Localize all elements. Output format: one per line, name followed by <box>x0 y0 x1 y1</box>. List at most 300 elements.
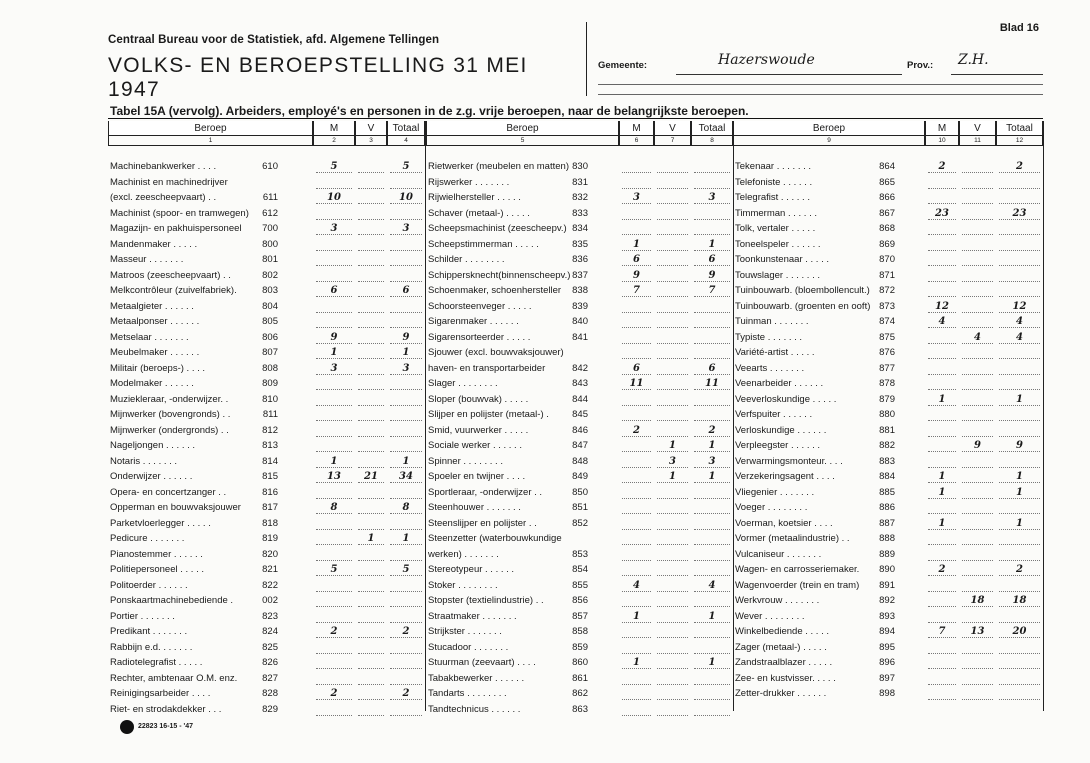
cell-totaal <box>694 642 730 654</box>
gemeente-value: Hazerswoude <box>718 52 815 68</box>
occupation-label: Parketvloerlegger . . . . . <box>110 517 211 529</box>
cell-totaal: 8 <box>390 502 422 514</box>
occupation-label: Wagen- en carrosseriemaker. <box>735 564 860 575</box>
cell-m <box>928 611 956 623</box>
cell-totaal <box>390 425 422 437</box>
cell-totaal: 1 <box>390 456 422 468</box>
column-number: 1 <box>108 136 313 146</box>
occupation-code: 838 <box>572 285 588 296</box>
cell-totaal: 2 <box>999 161 1040 173</box>
occupation-label: Metaalponser . . . . . . <box>110 316 200 327</box>
table-row <box>110 704 425 716</box>
occupation-code: 814 <box>262 455 278 467</box>
cell-totaal <box>999 642 1040 654</box>
table-row <box>110 223 425 235</box>
print-code: 22823 16-15 - '47 <box>138 723 193 730</box>
cell-v <box>962 208 993 220</box>
cell-m: 3 <box>316 223 352 235</box>
cell-m <box>622 673 651 685</box>
table-row <box>735 502 1043 514</box>
occupation-label: Riet- en strodakdekker . . . <box>110 703 222 715</box>
cell-m <box>928 378 956 390</box>
cell-totaal <box>390 409 422 421</box>
cell-v <box>358 347 384 359</box>
occupation-code: 828 <box>262 688 278 699</box>
table-row <box>735 223 1043 235</box>
cell-m <box>622 642 651 654</box>
cell-m: 6 <box>622 363 651 375</box>
table-row <box>735 533 1043 545</box>
occupation-label: Verloskundige . . . . . . <box>735 424 827 436</box>
cell-v <box>962 533 993 545</box>
cell-totaal <box>390 611 422 623</box>
cell-m <box>622 595 651 607</box>
occupation-label: Stopster (textielindustrie) . . <box>428 595 544 606</box>
cell-totaal: 9 <box>390 332 422 344</box>
cell-m <box>316 394 352 406</box>
occupation-label: Stucadoor . . . . . . . <box>428 641 509 653</box>
occupation-code: 847 <box>572 440 588 451</box>
cell-totaal <box>694 502 730 514</box>
occupation-label: Veenarbeider . . . . . . <box>735 378 824 389</box>
cell-m <box>928 425 956 437</box>
cell-totaal <box>999 285 1040 297</box>
occupation-label: Sociale werker . . . . . . <box>428 440 522 451</box>
occupation-label: Schoorsteenveger . . . . . <box>428 300 532 312</box>
cell-totaal: 23 <box>999 208 1040 220</box>
cell-totaal <box>999 673 1040 685</box>
cell-m <box>622 223 651 235</box>
cell-totaal <box>694 595 730 607</box>
cell-v <box>358 316 384 328</box>
table-row <box>735 595 1043 607</box>
cell-m: 9 <box>622 270 651 282</box>
table-row <box>428 316 733 328</box>
table-row <box>110 161 425 173</box>
occupation-code: 854 <box>572 564 588 575</box>
cell-m <box>928 363 956 375</box>
cell-v <box>358 580 384 592</box>
cell-v <box>962 487 993 499</box>
occupation-code: 826 <box>262 657 278 668</box>
cell-v <box>657 177 688 189</box>
cell-v <box>657 611 688 623</box>
occupation-code: 877 <box>879 362 895 374</box>
cell-m: 1 <box>316 456 352 468</box>
table-row <box>735 192 1043 204</box>
occupation-label: Winkelbediende . . . . . <box>735 626 829 637</box>
cell-v <box>657 161 688 173</box>
occupation-code: 862 <box>572 688 588 699</box>
cell-v <box>657 347 688 359</box>
cell-v: 13 <box>962 626 993 638</box>
cell-v: 1 <box>358 533 384 545</box>
cell-v <box>358 657 384 669</box>
occupation-label: Wagenvoerder (trein en tram) <box>735 579 860 591</box>
occupation-code: 823 <box>262 610 278 622</box>
cell-totaal <box>999 533 1040 545</box>
cell-m <box>928 332 956 344</box>
gemeente-field-line <box>676 74 902 75</box>
occupation-label: werken) . . . . . . . <box>428 548 499 560</box>
cell-m: 2 <box>928 564 956 576</box>
cell-v <box>962 192 993 204</box>
cell-totaal <box>999 270 1040 282</box>
table-row <box>735 657 1043 669</box>
cell-totaal: 3 <box>694 192 730 204</box>
cell-m <box>316 580 352 592</box>
occupation-label: Predikant . . . . . . . <box>110 626 188 637</box>
cell-m: 1 <box>622 657 651 669</box>
cell-v: 21 <box>358 471 384 483</box>
cell-v <box>962 611 993 623</box>
cell-m <box>622 456 651 468</box>
cell-totaal: 6 <box>694 363 730 375</box>
table-row <box>735 285 1043 297</box>
cell-totaal: 1 <box>390 347 422 359</box>
occupation-label: Sportleraar, -onderwijzer . . <box>428 486 543 498</box>
occupation-label: Sjouwer (excl. bouwvaksjouwer) <box>428 347 564 358</box>
cell-v <box>657 688 688 700</box>
cell-v <box>962 642 993 654</box>
cell-m <box>928 409 956 421</box>
occupation-label: Tolk, vertaler . . . . . <box>735 223 816 234</box>
table-row <box>110 378 425 390</box>
occupation-code: 894 <box>879 626 895 637</box>
cell-totaal: 2 <box>694 425 730 437</box>
table-row <box>735 177 1043 189</box>
table-row <box>110 642 425 654</box>
column-number: 7 <box>654 136 691 146</box>
cell-v <box>962 673 993 685</box>
cell-totaal <box>390 177 422 189</box>
cell-v <box>962 425 993 437</box>
occupation-label: Steenzetter (waterbouwkundige <box>428 533 562 544</box>
cell-m: 2 <box>316 626 352 638</box>
cell-totaal <box>999 456 1040 468</box>
occupation-code: 857 <box>572 610 588 622</box>
occupation-label: Rijswerker . . . . . . . <box>428 176 510 188</box>
occupation-code: 802 <box>262 269 278 281</box>
cell-v <box>358 239 384 251</box>
table-row <box>110 177 425 189</box>
occupation-label: Opera- en concertzanger . . <box>110 486 227 498</box>
table-row <box>428 440 733 452</box>
cell-m <box>928 347 956 359</box>
occupation-label: Zager (metaal-) . . . . . <box>735 641 827 653</box>
occupation-code: 863 <box>572 703 588 715</box>
cell-v <box>657 192 688 204</box>
cell-m <box>622 440 651 452</box>
cell-v <box>657 580 688 592</box>
cell-v <box>657 316 688 328</box>
occupation-label: Metaalgieter . . . . . . <box>110 300 194 312</box>
occupation-label: Vulcaniseur . . . . . . . <box>735 548 822 560</box>
column-header-v: V <box>959 121 996 136</box>
occupation-label: (excl. zeescheepvaart) . . <box>110 192 217 203</box>
table-row <box>735 332 1043 344</box>
cell-v <box>962 347 993 359</box>
cell-v <box>657 208 688 220</box>
occupation-code: 845 <box>572 409 588 420</box>
cell-v <box>962 316 993 328</box>
cell-v <box>657 487 688 499</box>
occupation-code: 818 <box>262 517 278 529</box>
cell-m <box>316 657 352 669</box>
cell-m <box>622 487 651 499</box>
cell-m <box>622 626 651 638</box>
occupation-code: 612 <box>262 207 278 219</box>
rule-line <box>598 84 1043 85</box>
cell-totaal: 34 <box>390 471 422 483</box>
cell-m: 2 <box>316 688 352 700</box>
cell-m <box>622 549 651 561</box>
cell-v <box>358 704 384 716</box>
table-row <box>735 378 1043 390</box>
column-header-totaal: Totaal <box>996 121 1043 136</box>
cell-totaal <box>694 673 730 685</box>
occupation-label: Schippersknecht(binnenscheepv.) <box>428 269 571 281</box>
cell-totaal <box>390 673 422 685</box>
printer-logo-icon <box>120 720 134 734</box>
cell-v <box>358 192 384 204</box>
occupation-code: 880 <box>879 409 895 420</box>
cell-totaal <box>999 363 1040 375</box>
cell-v <box>962 223 993 235</box>
cell-totaal <box>390 704 422 716</box>
cell-v <box>657 254 688 266</box>
occupation-label: Politiepersoneel . . . . . <box>110 564 204 575</box>
table-row <box>110 425 425 437</box>
table-row <box>735 316 1043 328</box>
column-number: 2 <box>313 136 355 146</box>
cell-totaal <box>390 378 422 390</box>
occupation-code: 842 <box>572 362 588 374</box>
occupation-label: Straatmaker . . . . . . . <box>428 610 517 622</box>
occupation-code: 869 <box>879 238 895 250</box>
table-row <box>110 347 425 359</box>
occupation-label: Machinebankwerker . . . . <box>110 161 217 172</box>
table-row <box>110 502 425 514</box>
cell-totaal <box>694 533 730 545</box>
occupation-label: Verzekeringsagent . . . . <box>735 471 835 482</box>
occupation-label: Variété-artist . . . . . <box>735 347 815 358</box>
table-row <box>428 673 733 685</box>
column-number: 4 <box>387 136 425 146</box>
table-block <box>108 121 426 715</box>
cell-m: 2 <box>928 161 956 173</box>
occupation-code: 829 <box>262 703 278 715</box>
table-row <box>110 688 425 700</box>
cell-v <box>358 456 384 468</box>
cell-m <box>622 533 651 545</box>
column-header-beroep: Beroep <box>108 121 313 136</box>
cell-totaal <box>999 580 1040 592</box>
cell-totaal: 6 <box>390 285 422 297</box>
table-row <box>110 254 425 266</box>
occupation-label: Rabbijn e.d. . . . . . . <box>110 641 193 653</box>
occupation-code: 611 <box>262 192 278 203</box>
occupation-code: 807 <box>262 347 278 358</box>
table-row <box>735 471 1043 483</box>
cell-m: 1 <box>622 611 651 623</box>
cell-totaal <box>390 580 422 592</box>
cell-v <box>358 611 384 623</box>
cell-totaal: 7 <box>694 285 730 297</box>
form-header <box>108 34 578 102</box>
occupation-code: 002 <box>262 595 278 606</box>
cell-totaal: 1 <box>999 394 1040 406</box>
occupation-label: Opperman en bouwvaksjouwer <box>110 502 241 513</box>
cell-totaal <box>694 626 730 638</box>
table-row <box>428 177 733 189</box>
cell-m <box>316 239 352 251</box>
occupation-label: Tekenaar . . . . . . . <box>735 161 812 172</box>
cell-v <box>962 688 993 700</box>
cell-m <box>316 487 352 499</box>
census-form <box>108 12 1043 757</box>
cell-m: 7 <box>622 285 651 297</box>
occupation-code: 804 <box>262 300 278 312</box>
cell-m <box>622 409 651 421</box>
cell-v: 1 <box>657 471 688 483</box>
occupation-code: 872 <box>879 285 895 296</box>
cell-v <box>358 688 384 700</box>
occupation-label: Steenslijper en polijster . . <box>428 517 537 529</box>
cell-m <box>622 688 651 700</box>
cell-totaal <box>390 642 422 654</box>
cell-m: 1 <box>928 518 956 530</box>
cell-totaal <box>999 611 1040 623</box>
occupation-label: Toonkunstenaar . . . . . <box>735 254 829 265</box>
cell-totaal: 4 <box>999 316 1040 328</box>
table-row <box>110 456 425 468</box>
occupation-code: 864 <box>879 161 895 172</box>
occupation-label: Veearts . . . . . . . <box>735 362 805 374</box>
column-number: 8 <box>691 136 733 146</box>
cell-totaal <box>390 316 422 328</box>
table-row <box>110 332 425 344</box>
cell-m <box>316 518 352 530</box>
cell-totaal <box>694 301 730 313</box>
occupation-label: Nageljongen . . . . . . <box>110 440 196 451</box>
cell-m <box>316 549 352 561</box>
cell-v <box>962 177 993 189</box>
table-row <box>735 549 1043 561</box>
cell-v <box>358 626 384 638</box>
table-row <box>110 580 425 592</box>
occupation-code: 867 <box>879 207 895 219</box>
occupation-code: 820 <box>262 548 278 560</box>
cell-m <box>316 673 352 685</box>
cell-totaal: 1 <box>694 657 730 669</box>
table-row <box>735 270 1043 282</box>
cell-v <box>657 223 688 235</box>
cell-v: 4 <box>962 332 993 344</box>
occupation-label: Voeger . . . . . . . . <box>735 502 808 513</box>
occupation-label: Masseur . . . . . . . <box>110 254 184 265</box>
cell-totaal: 3 <box>390 223 422 235</box>
table-row <box>428 378 733 390</box>
cell-v <box>657 239 688 251</box>
table-row <box>110 208 425 220</box>
cell-totaal <box>390 595 422 607</box>
cell-totaal: 1 <box>390 533 422 545</box>
table-row <box>428 533 733 545</box>
cell-v <box>358 301 384 313</box>
cell-m: 2 <box>622 425 651 437</box>
occupation-label: Meubelmaker . . . . . . <box>110 347 200 358</box>
occupation-label: Tandtechnicus . . . . . . <box>428 703 521 715</box>
cell-m: 13 <box>316 471 352 483</box>
cell-totaal <box>390 549 422 561</box>
cell-v <box>962 502 993 514</box>
cell-m <box>316 270 352 282</box>
cell-v <box>358 378 384 390</box>
cell-m <box>622 301 651 313</box>
cell-v <box>657 595 688 607</box>
cell-totaal: 12 <box>999 301 1040 313</box>
occupation-code: 873 <box>879 300 895 312</box>
occupation-code: 859 <box>572 641 588 653</box>
occupation-label: Vliegenier . . . . . . . <box>735 486 815 498</box>
table-row <box>110 270 425 282</box>
occupation-label: Voerman, koetsier . . . . <box>735 517 833 529</box>
cell-m <box>622 208 651 220</box>
cell-m <box>928 502 956 514</box>
occupation-code: 841 <box>572 331 588 343</box>
occupation-label: Rietwerker (meubelen en matten) <box>428 161 569 172</box>
cell-totaal <box>390 394 422 406</box>
cell-v <box>358 363 384 375</box>
cell-m: 1 <box>928 394 956 406</box>
cell-totaal: 10 <box>390 192 422 204</box>
table-row <box>428 270 733 282</box>
cell-v <box>358 595 384 607</box>
occupation-code: 834 <box>572 223 588 234</box>
cell-v <box>657 642 688 654</box>
cell-totaal: 3 <box>390 363 422 375</box>
cell-m <box>622 316 651 328</box>
cell-m <box>928 239 956 251</box>
occupation-label: Mijnwerker (bovengronds) . . <box>110 409 231 420</box>
occupation-label: Militair (beroeps-) . . . . <box>110 362 206 374</box>
table-row <box>735 564 1043 576</box>
occupation-code: 833 <box>572 207 588 219</box>
occupation-code: 874 <box>879 316 895 327</box>
occupation-code: 885 <box>879 486 895 498</box>
table-row <box>110 533 425 545</box>
cell-m <box>622 332 651 344</box>
province-label: Prov.: <box>907 60 934 71</box>
table-row <box>428 642 733 654</box>
cell-m <box>928 549 956 561</box>
table-row <box>428 301 733 313</box>
occupation-label: Reinigingsarbeider . . . . <box>110 688 211 699</box>
cell-totaal <box>999 409 1040 421</box>
occupation-label: Verfspuiter . . . . . . <box>735 409 813 420</box>
cell-m: 7 <box>928 626 956 638</box>
table-row <box>110 409 425 421</box>
column-header-m: M <box>925 121 959 136</box>
column-header-v: V <box>654 121 691 136</box>
occupation-code: 868 <box>879 223 895 234</box>
cell-v <box>657 549 688 561</box>
occupation-code: 882 <box>879 440 895 451</box>
table-row <box>428 611 733 623</box>
cell-totaal: 9 <box>694 270 730 282</box>
cell-m: 12 <box>928 301 956 313</box>
